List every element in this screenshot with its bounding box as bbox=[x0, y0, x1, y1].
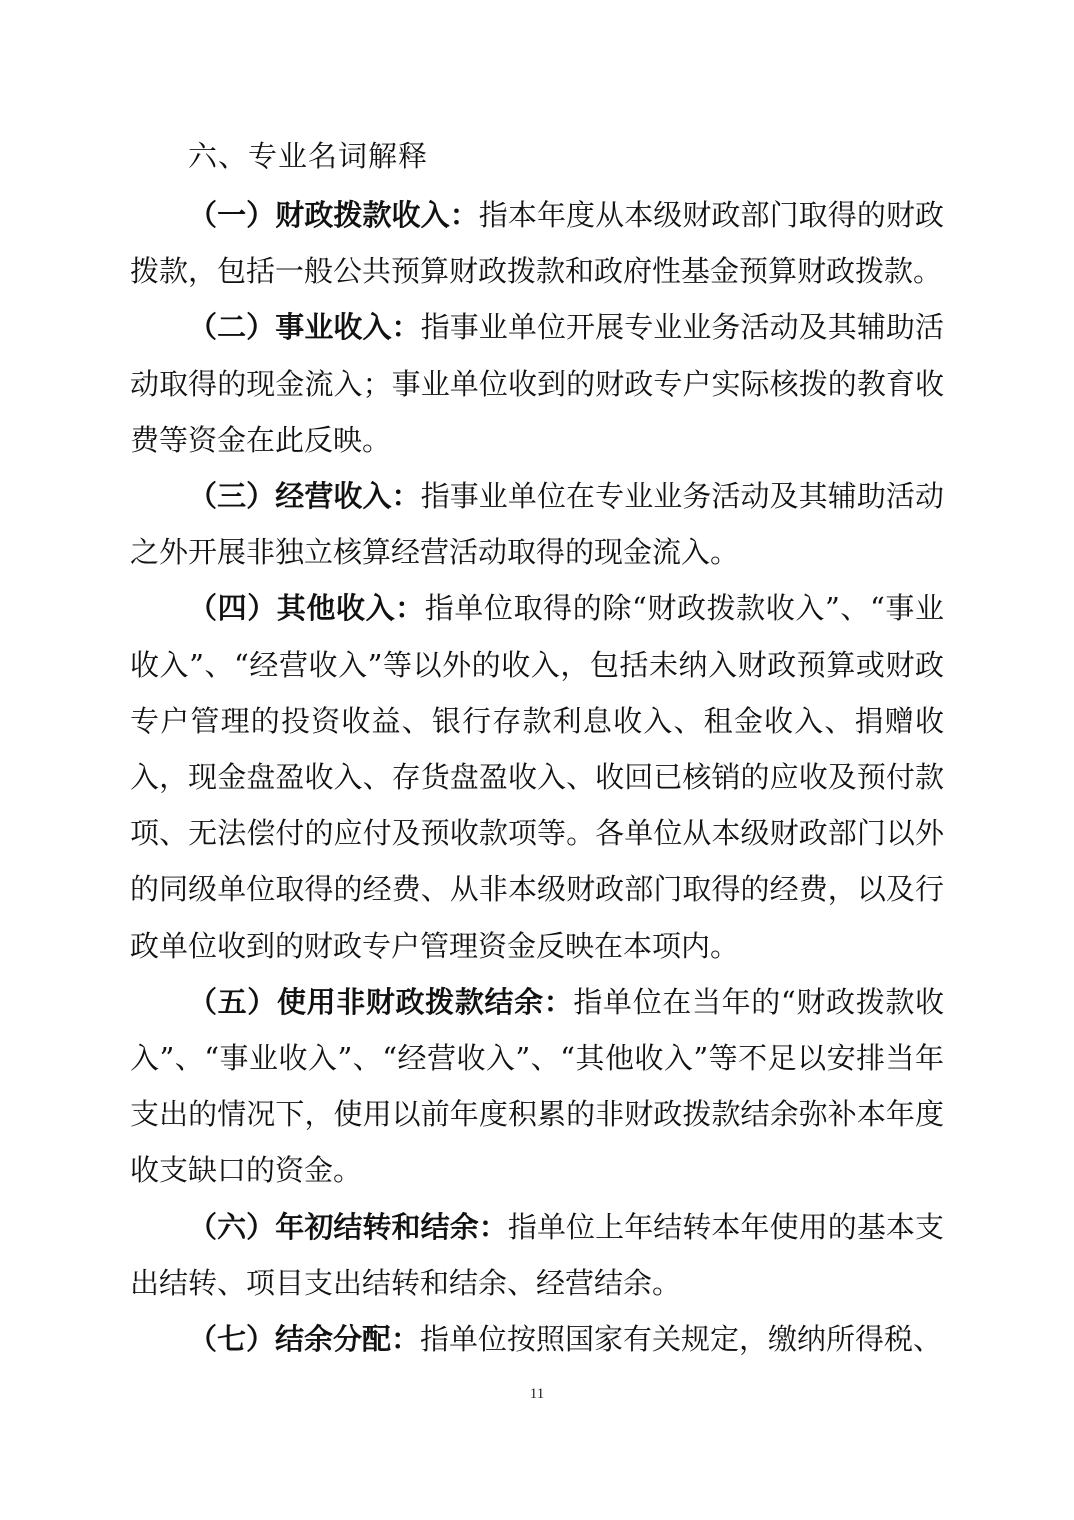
definition-term: （五）使用非财政拨款结余： bbox=[188, 984, 574, 1019]
definition-paragraph-2 bbox=[130, 299, 944, 468]
definition-paragraph-3 bbox=[130, 468, 944, 580]
definition-text: 指单位取得的除“财政拨款收入”、“事业收入”、“经营收入”等以外的收入，包括未纳入财政预算或财政专户管理的投资收益、银行存款利息收入、租金收入、捐赠收入，现金盘盈收入、存货盘盈收入、收回已核销的应收及预付款项、无法偿付的应付及预收款项等。各单位从本级财政部门以外的同级单位取得的经费、从非本级财政部门取得的经费，以及行政单位收到的财政专户管理资金反映在本项内。 bbox=[130, 591, 944, 963]
definition-term: （二）事业收入： bbox=[188, 310, 421, 345]
definition-term: （一）财政拨款收入： bbox=[188, 198, 479, 232]
definition-paragraph-1 bbox=[130, 187, 944, 299]
section-heading: 六、专业名词解释 bbox=[188, 139, 429, 173]
definition-text: 指单位上年结转本年使用的基本支出结转、项目支出结转和结余、经营结余。 bbox=[130, 1209, 944, 1300]
definition-term: （七）结余分配： bbox=[188, 1322, 421, 1357]
definition-term: （六）年初结转和结余： bbox=[188, 1209, 508, 1244]
definition-term: （四）其他收入： bbox=[188, 591, 425, 626]
definition-paragraph-7 bbox=[130, 1311, 944, 1367]
definition-text: 指单位按照国家有关规定，缴纳所得税、 bbox=[420, 1322, 943, 1357]
definition-text: 指单位在当年的“财政拨款收入”、“事业收入”、“经营收入”、“其他收入”等不足以安排当年支出的情况下，使用以前年度积累的非财政拨款结余弥补本年度收支缺口的资金。 bbox=[130, 984, 944, 1188]
definition-paragraph-6 bbox=[130, 1199, 944, 1311]
definition-text: 指本年度从本级财政部门取得的财政拨款，包括一般公共预算财政拨款和政府性基金预算财政拨款。 bbox=[130, 198, 944, 289]
definition-paragraph-4 bbox=[130, 580, 944, 973]
definition-paragraph-5 bbox=[130, 974, 944, 1199]
definition-text: 指事业单位开展专业业务活动及其辅助活动取得的现金流入；事业单位收到的财政专户实际核拨的教育收费等资金在此反映。 bbox=[130, 310, 944, 457]
document-body bbox=[130, 187, 944, 1367]
definition-term: （三）经营收入： bbox=[188, 479, 421, 514]
page-number: 11 bbox=[529, 1386, 545, 1402]
definition-text: 指事业单位在专业业务活动及其辅助活动之外开展非独立核算经营活动取得的现金流入。 bbox=[130, 479, 944, 570]
